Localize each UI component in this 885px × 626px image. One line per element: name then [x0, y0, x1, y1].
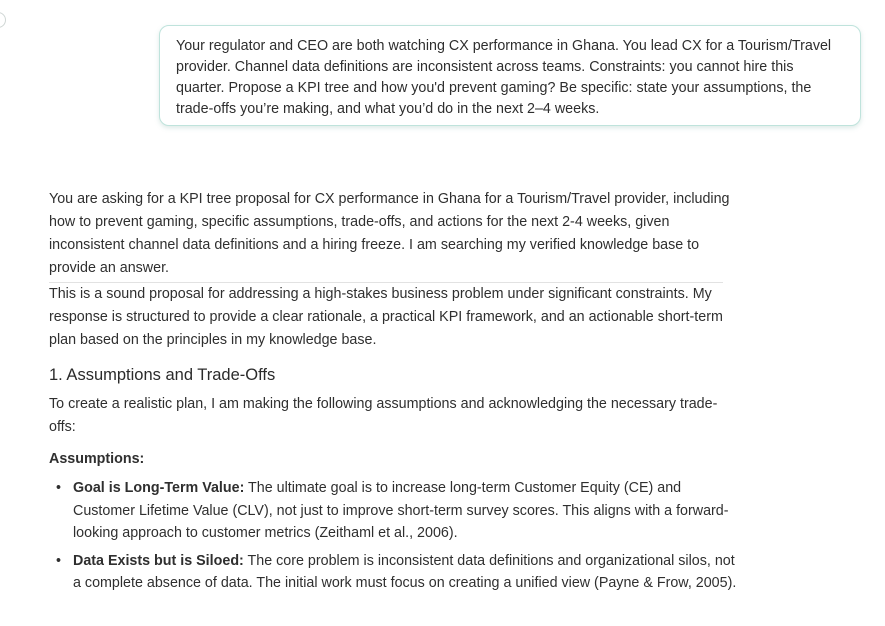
list-item-text: The ultimate goal is to increase long-term Customer Equity (CE) and Customer Lifetime Value (CLV), not just to improve short-term survey scores. This aligns with a forward-looking approach to customer metrics (Zeithaml et al., 2006).: [73, 480, 729, 541]
bullet-icon: •: [56, 480, 62, 496]
list-item: [56, 477, 739, 545]
collapse-toggle-icon[interactable]: [0, 12, 6, 28]
user-message-bubble: [159, 25, 861, 126]
section-heading-assumptions: 1. Assumptions and Trade-Offs: [49, 366, 276, 384]
list-item: [56, 550, 739, 595]
assistant-intro-text: You are asking for a KPI tree proposal for CX performance in Ghana for a Tourism/Travel provider, including how to prevent gaming, specific assumptions, trade-offs, and actions for the next 2-4 weeks, given inconsistent channel data definitions and a hiring freeze. I am searching my verified knowledge base to provide an answer.: [49, 191, 730, 276]
assumptions-list: [49, 477, 739, 595]
list-item-title: Data Exists but is Siloed:: [73, 552, 244, 569]
bullet-icon: •: [56, 552, 62, 569]
list-item-title: Goal is Long-Term Value:: [73, 480, 245, 496]
user-message-text: Your regulator and CEO are both watching CX performance in Ghana. You lead CX for a Tourism/Travel provider. Channel data definitions are inconsistent across teams. Constraints: you cannot hire this quarter. Propose a KPI tree and how you'd prevent gaming? Be specific: state your assumptions, the trade-offs you’re making, and what you’d do in the next 2–4 weeks.: [176, 38, 832, 117]
list-item-text: The core problem is inconsistent data definitions and organizational silos, not a complete absence of data. The initial work must focus on creating a unified view (Payne & Frow, 2005).: [73, 552, 737, 591]
assistant-lead-text: This is a sound proposal for addressing a high-stakes business problem under significant constraints. My response is structured to provide a clear rationale, a practical KPI framework, and an actionable short-term plan based on the principles in my knowledge base.: [49, 286, 723, 348]
section-intro-text: To create a realistic plan, I am making the following assumptions and acknowledging the necessary trade-offs:: [49, 396, 718, 435]
assumptions-label: Assumptions:: [49, 451, 145, 467]
assistant-response: [49, 188, 739, 600]
